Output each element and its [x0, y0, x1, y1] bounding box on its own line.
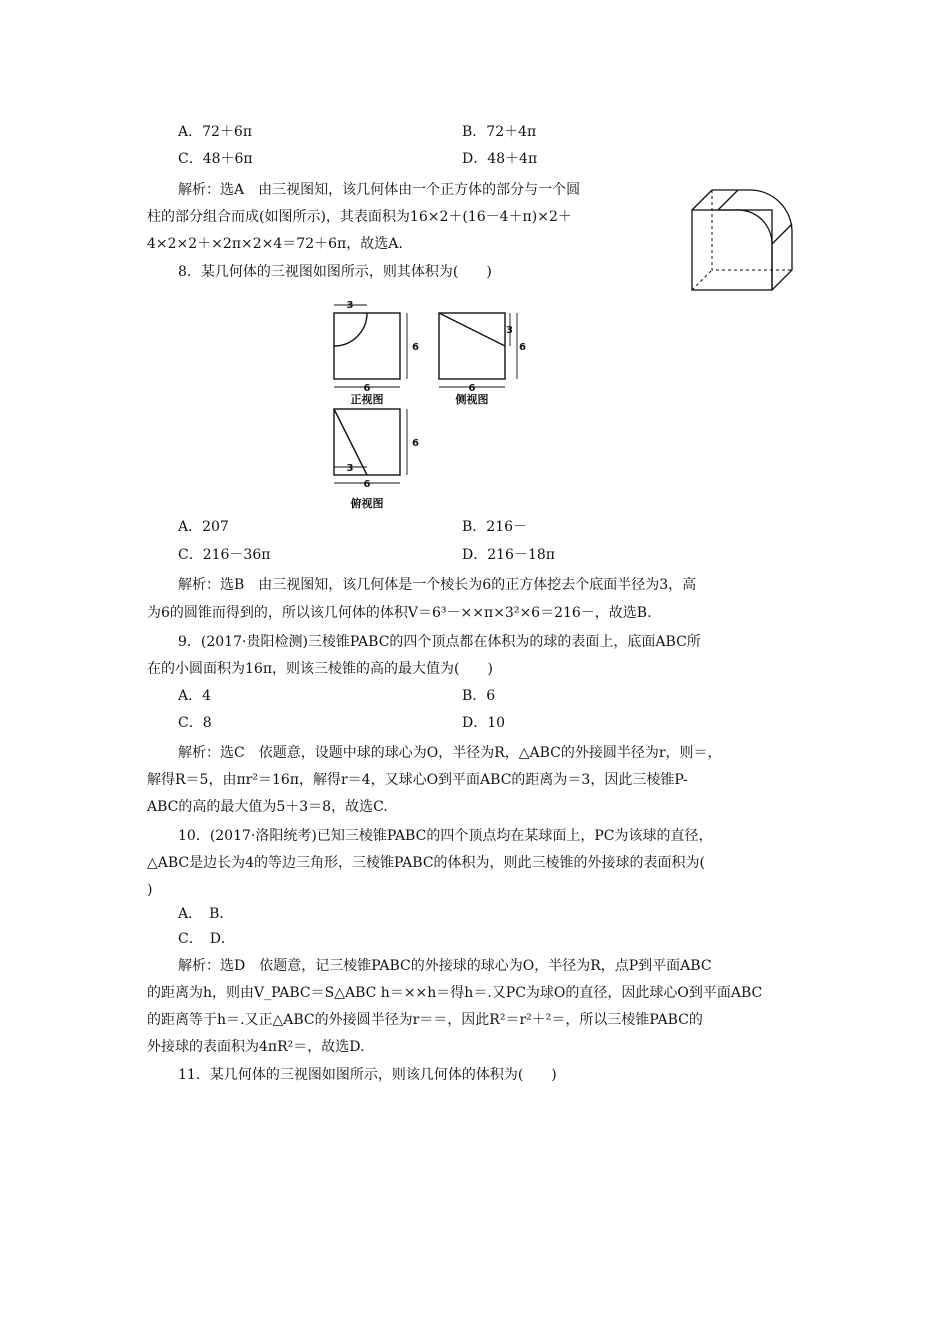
- q10-solution-line-4: 外接球的表面积为4πR²＝，故选D.: [147, 1039, 365, 1055]
- q9-option-d: D．10: [462, 715, 506, 731]
- q9-stem-line-2: 在的小圆面积为16π，则该三棱锥的高的最大值为( ): [147, 661, 493, 677]
- front-view-arc: [334, 313, 367, 346]
- q10-stem-line-1: 10．(2017·洛阳统考)已知三棱锥PABC的四个顶点均在某球面上，PC为该球的直径，: [178, 828, 713, 844]
- q8-solution-line-1: 解析：选B 由三视图知，该几何体是一个棱长为6的正方体挖去个底面半径为3，高: [178, 577, 697, 593]
- q7-solution-line-1: 解析：选A 由三视图知，该几何体由一个正方体的部分与一个圆: [178, 182, 581, 198]
- side-dim-6-right: 6: [519, 342, 526, 353]
- side-dim-3: 3: [506, 325, 513, 336]
- front-dim-3: 3: [346, 300, 354, 311]
- q8-stem: 8．某几何体的三视图如图所示，则其体积为( ): [178, 264, 492, 280]
- q7-option-c: C．48＋6π: [178, 151, 253, 167]
- top-view-square: [334, 409, 400, 475]
- side-view-square: [439, 313, 505, 379]
- side-view-caption: 侧视图: [455, 393, 489, 406]
- q10-solution-line-2: 的距离为h，则由V_PABC＝S△ABC h＝××h＝得h＝.又PC为球O的直径，因此球心O到平面ABC: [147, 985, 763, 1001]
- q7-solution-line-2: 柱的部分组合而成(如图所示)，其表面积为16×2＋(16－4＋π)×2＋: [147, 209, 572, 225]
- q7-solid-figure: [688, 182, 804, 294]
- q10-stem-line-2: △ABC是边长为4的等边三角形，三棱锥PABC的体积为，则此三棱锥的外接球的表面积为(: [147, 855, 706, 871]
- q10-option-cd: C． D．: [178, 931, 235, 947]
- q9-option-a: A．4: [178, 688, 212, 704]
- q8-three-view-figure: [325, 295, 530, 515]
- q7-solution-line-3: 4×2×2＋×2π×2×4＝72＋6π，故选A.: [147, 236, 403, 252]
- front-dim-6-bottom: 6: [363, 383, 371, 394]
- q8-solution-line-2: 为6的圆锥而得到的，所以该几何体的体积V＝6³－××π×3²×6＝216－，故选B.: [147, 605, 652, 621]
- side-dim-6-bottom: 6: [468, 383, 476, 394]
- top-dim-6-right: 6: [412, 438, 419, 449]
- q8-option-b: B．216－: [462, 519, 528, 535]
- q10-stem-line-3: ): [147, 882, 153, 898]
- q10-option-ab: A． B．: [178, 906, 234, 922]
- q9-stem-line-1: 9．(2017·贵阳检测)三棱锥PABC的四个顶点都在体积为的球的表面上，底面ABC所: [178, 634, 701, 650]
- q11-stem: 11．某几何体的三视图如图所示，则该几何体的体积为( ): [178, 1067, 557, 1083]
- top-dim-6-bottom: 6: [363, 479, 371, 490]
- front-dim-6-right: 6: [412, 342, 419, 353]
- q9-option-c: C．8: [178, 715, 212, 731]
- q8-option-d: D．216－18π: [462, 547, 555, 563]
- q7-option-b: B．72＋4π: [462, 124, 537, 140]
- q7-option-a: A．72＋6π: [178, 124, 253, 140]
- q10-solution-line-3: 的距离等于h＝.又正△ABC的外接圆半径为r＝＝，因此R²＝r²＋²＝，所以三棱锥PABC的: [147, 1012, 703, 1028]
- q8-option-c: C．216－36π: [178, 547, 271, 563]
- q10-solution-line-1: 解析：选D 依题意，记三棱锥PABC的外接球的球心为O，半径为R，点P到平面ABC: [178, 958, 712, 974]
- q9-option-b: B．6: [462, 688, 496, 704]
- q9-solution-line-3: ABC的高的最大值为5＋3＝8，故选C.: [147, 799, 388, 815]
- q8-option-a: A．207: [178, 519, 229, 535]
- front-view-caption: 正视图: [350, 393, 384, 406]
- q9-solution-line-2: 解得R＝5，由πr²＝16π，解得r＝4，又球心O到平面ABC的距离为＝3，因此三棱锥P-: [147, 772, 688, 788]
- q9-solution-line-1: 解析：选C 依题意，设题中球的球心为O，半径为R，△ABC的外接圆半径为r，则＝，: [178, 745, 722, 761]
- front-view-square: [334, 313, 400, 379]
- side-view-diagonal: [439, 313, 505, 346]
- top-view-caption: 俯视图: [350, 497, 384, 510]
- top-dim-3: 3: [346, 463, 354, 474]
- q7-option-d: D．48＋4π: [462, 151, 538, 167]
